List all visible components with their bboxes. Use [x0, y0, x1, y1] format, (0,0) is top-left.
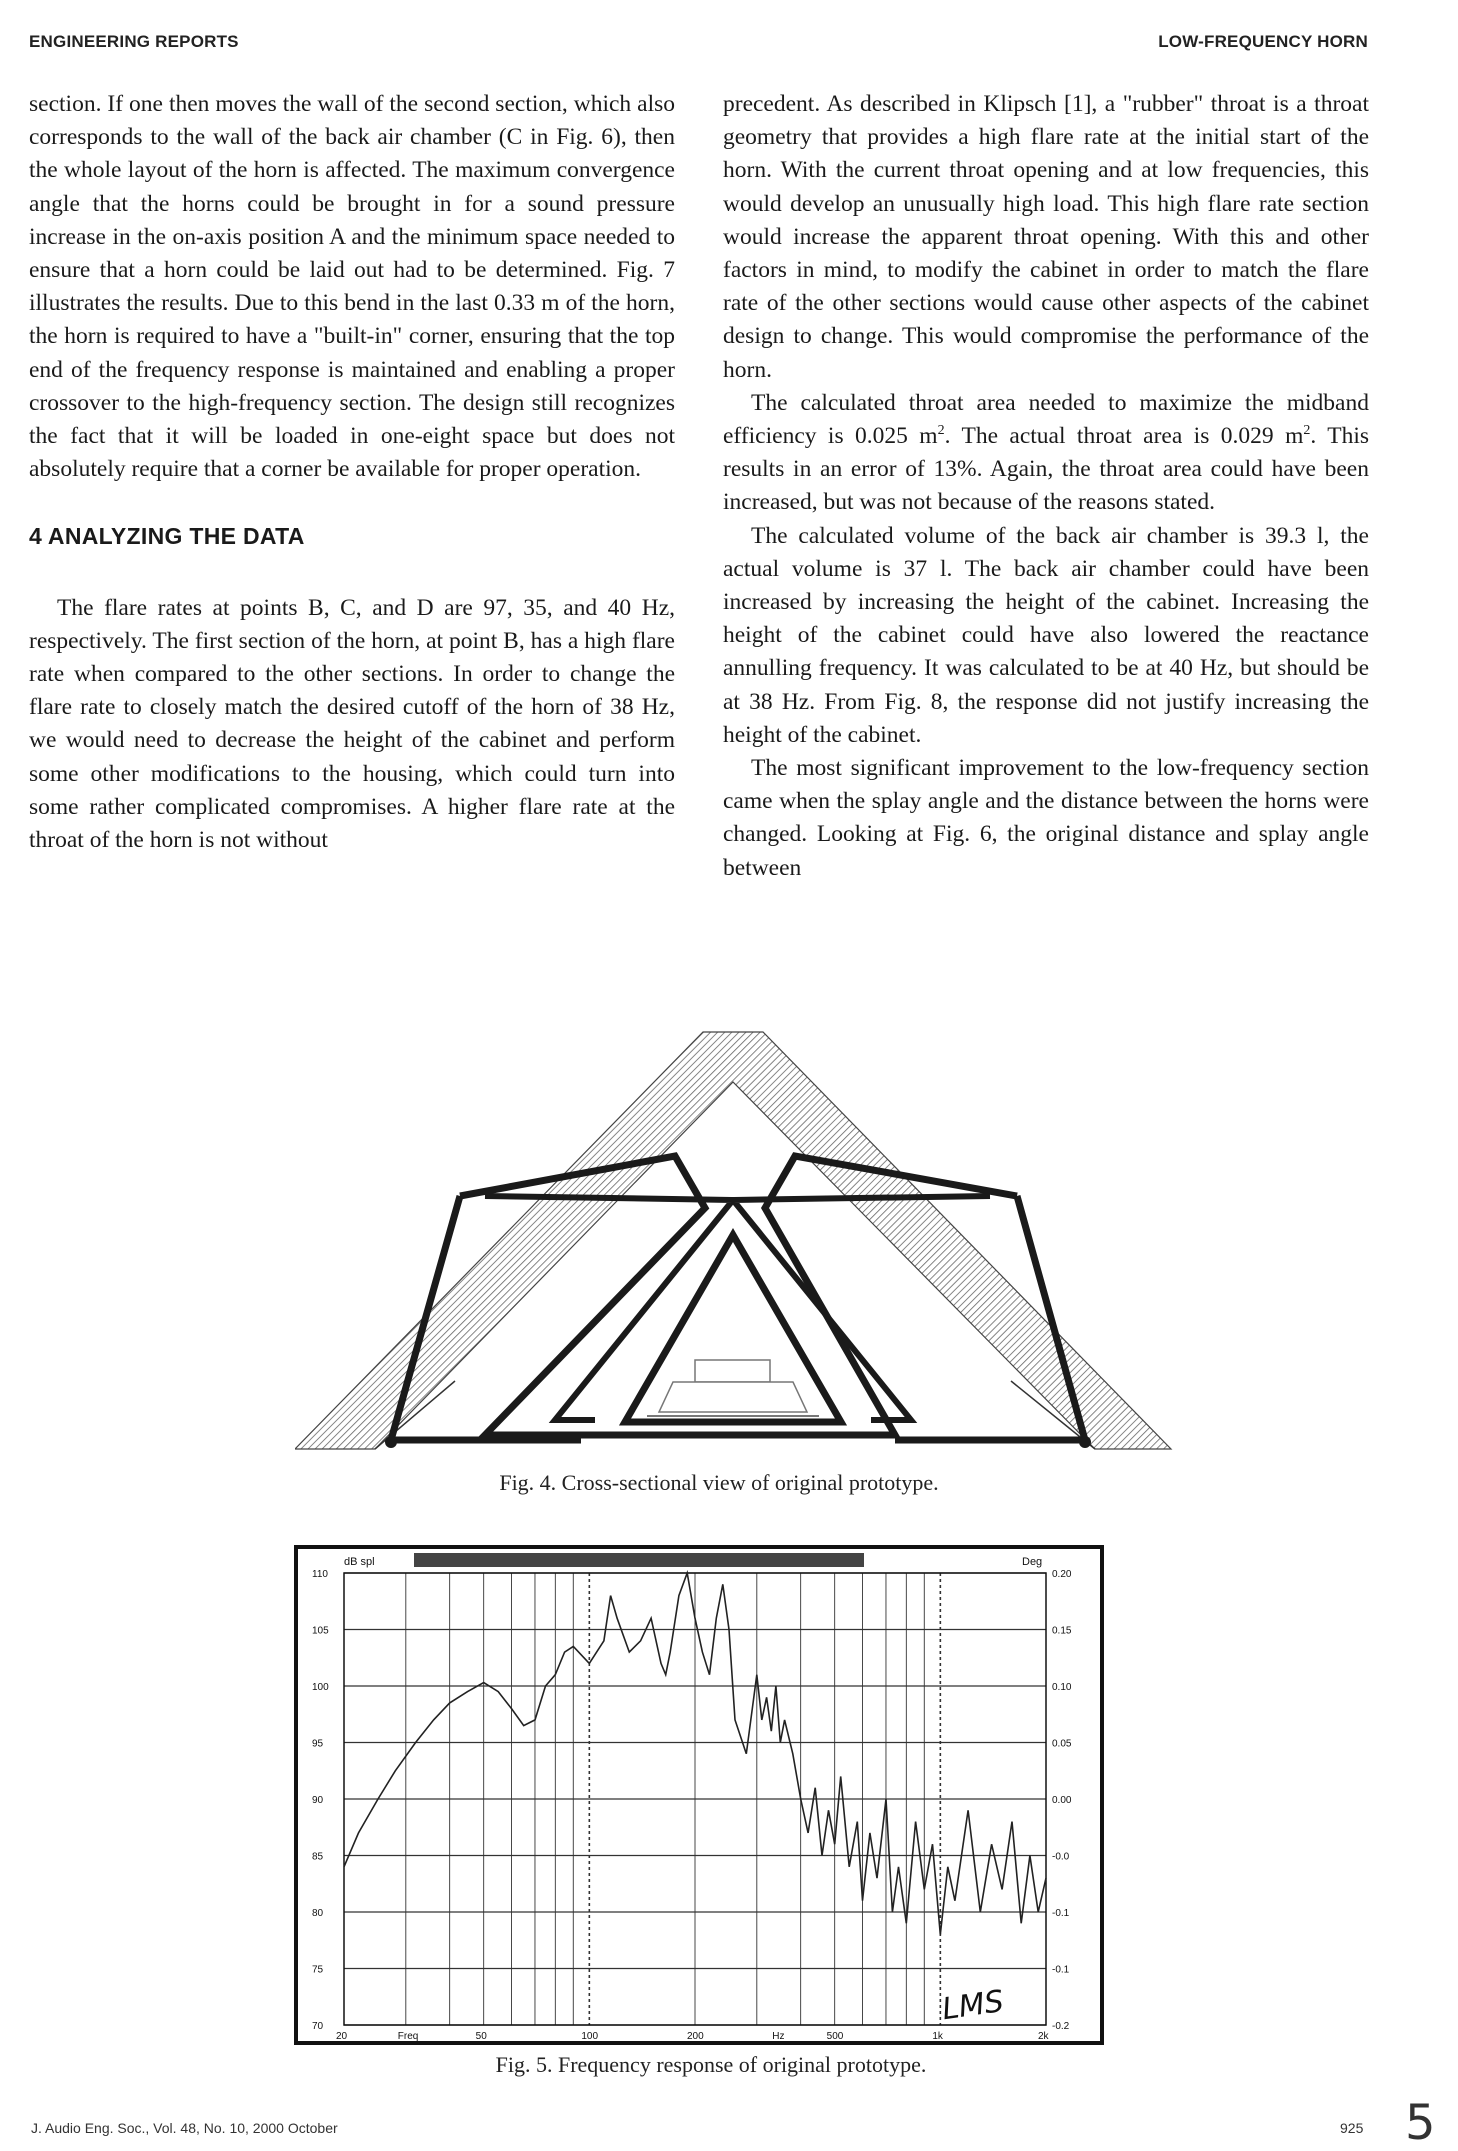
x-tick-label: 200: [687, 2031, 704, 2042]
chart-header-bar: [414, 1553, 864, 1567]
driver-cone: [659, 1382, 807, 1412]
left-paragraph-2: The flare rates at points B, C, and D are 97, 35, and 40 Hz, respectively. The first section of the horn, at point B, has a high flare rate when compared to the other sections. In order to change the flare rate to closely match the desired cutoff of the horn of 38 Hz, we would need to decrease the height of the cabinet and perform some other modifications to the housing, which could turn into some rather complicated compromises. A higher flare rate at the throat of the horn is not without: [29, 594, 675, 854]
y-tick-label-right: -0.1: [1052, 1964, 1070, 1976]
text-span: . The actual throat area is 0.029 m: [944, 423, 1304, 450]
x-tick-label: 1k: [932, 2031, 943, 2042]
frequency-response-chart: [294, 1545, 1104, 2045]
y-tick-label-left: 90: [312, 1795, 324, 1806]
figure-5-caption: Fig. 5. Frequency response of original prototype.: [495, 2052, 927, 2077]
y-tick-label-left: 110: [312, 1569, 328, 1580]
y-tick-label-left: 85: [312, 1851, 324, 1863]
figure-4: [0, 1030, 1458, 1470]
section-heading: 4 ANALYZING THE DATA: [29, 523, 305, 550]
running-head-right: LOW-FREQUENCY HORN: [1158, 32, 1368, 51]
right-paragraph-4: The most significant improvement to the low-frequency section came when the splay angle and the distance between the horns were changed. Looking at Fig. 6, the original distance and splay angle between: [723, 755, 1369, 881]
y-tick-label-right: 0.15: [1052, 1625, 1072, 1637]
y-tick-label-right: -0.2: [1052, 2021, 1070, 2032]
text-span: . This results in an error of 13%. Again, the throat area could have been increased, but was not because of the reasons stated.: [723, 423, 1369, 516]
corner-dot-left: [385, 1436, 397, 1448]
running-head-left: ENGINEERING REPORTS: [29, 32, 239, 51]
y-tick-label-right: -0.1: [1052, 1908, 1070, 1919]
y-tick-label-left: 95: [312, 1738, 324, 1750]
chart-grid: [344, 1573, 1046, 2028]
y-tick-label-left: 100: [312, 1682, 329, 1693]
y-tick-label-left: 105: [312, 1625, 329, 1637]
y-tick-label-left: 75: [312, 1964, 324, 1976]
corner-dot-right: [1079, 1436, 1091, 1448]
figure-5: [0, 1545, 1458, 2045]
x-tick-label: 20: [336, 2031, 348, 2042]
chart-header-right: Deg: [1022, 1556, 1043, 1568]
cross-section-drawing: [295, 1030, 1175, 1470]
x-tick-label: 100: [581, 2031, 599, 2042]
y-tick-label-left: 70: [312, 2021, 324, 2032]
left-paragraph-1: section. If one then moves the wall of the second section, which also corresponds to the wall of the back air chamber (C in Fig. 6), then the whole layout of the horn is affected. The maximum convergence angle that the horns could be brought in for a sound pressure increase in the on-axis position A and the minimum space needed to ensure that a horn could be laid out had to be determined. Fig. 7 illustrates the results. Due to this bend in the last 0.33 m of the horn, the horn is required to have a "built-in" corner, ensuring that the top end of the frequency response is maintained and enabling a proper crossover to the high-frequency section. The design still recognizes the fact that it will be loaded in one-eight space but does not absolutely require that a corner be available for proper operation.: [29, 91, 675, 483]
x-tick-label: Hz: [772, 2031, 785, 2042]
chart-header-left: dB spl: [344, 1556, 375, 1568]
y-tick-label-right: 0.05: [1052, 1738, 1072, 1750]
handwritten-page-mark: 5: [1405, 2095, 1436, 2151]
x-tick-label: 500: [826, 2031, 844, 2042]
figure-4-caption: Fig. 4. Cross-sectional view of original prototype.: [499, 1470, 939, 1495]
y-tick-label-right: -0.0: [1052, 1851, 1070, 1863]
y-tick-label-right: 0.20: [1052, 1569, 1072, 1580]
superscript: 2: [937, 423, 945, 439]
right-paragraph-3: The calculated volume of the back air chamber is 39.3 l, the actual volume is 37 l. The back air chamber could have been increased by increasing the height of the cabinet. Increasing the height of the cabinet could have also lowered the reactance annulling frequency. It was calculated to be at 40 Hz, but should be at 38 Hz. From Fig. 8, the response did not justify increasing the height of the cabinet.: [723, 522, 1369, 748]
text-span: The calculated throat area needed to maximize the midband efficiency is 0.025 m: [723, 389, 1369, 450]
right-paragraph-1: precedent. As described in Klipsch [1], a "rubber" throat is a throat geometry that provides a high flare rate at the initial start of the horn. With the current throat opening and at low frequencies, this would develop an unusually high load. This high flare rate section would increase the apparent throat opening. With this and other factors in mind, to modify the cabinet in order to match the flare rate of the other sections would cause other aspects of the cabinet design to change. This would compromise the performance of the horn.: [723, 91, 1369, 383]
y-tick-label-right: 0.10: [1052, 1682, 1072, 1693]
left-column: [29, 88, 675, 857]
y-tick-label-left: 80: [312, 1908, 324, 1919]
driver-magnet: [695, 1360, 770, 1382]
x-tick-label: 2k: [1038, 2031, 1049, 2042]
x-tick-label: 50: [475, 2031, 487, 2042]
x-tick-label: Freq: [397, 2031, 419, 2042]
right-paragraph-2: [723, 387, 1369, 520]
footer-journal: J. Audio Eng. Soc., Vol. 48, No. 10, 2000 October: [31, 2120, 338, 2136]
y-tick-label-right: 0.00: [1052, 1795, 1072, 1806]
right-column: [723, 88, 1369, 885]
handwritten-note: LMS: [939, 1984, 1006, 2028]
superscript: 2: [1303, 423, 1311, 439]
footer-page-number: 925: [1340, 2120, 1364, 2136]
